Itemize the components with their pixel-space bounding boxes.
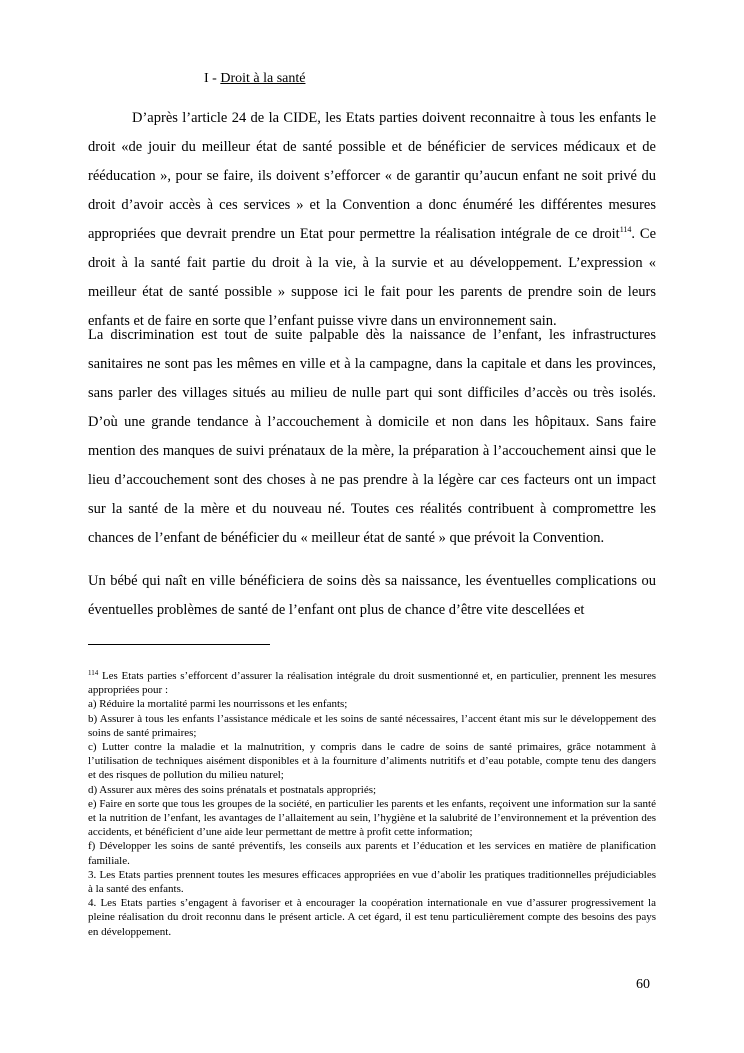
footnote-reference-114: 114	[619, 225, 632, 234]
paragraph-3-text: Un bébé qui naît en ville bénéficiera de soins dès sa naissance, les éventuelles complications ou éventuelles problèmes de santé de l’enfant ont plus de chance d’être vite descellées et	[88, 573, 656, 618]
footnote-intro	[88, 669, 656, 697]
footnote-intro-text: Les Etats parties s’efforcent d’assurer la réalisation intégrale du droit susmentionné et, en particulier, prennent les mesures appropriées pour :	[88, 670, 656, 697]
paragraph-2-text: La discrimination est tout de suite palpable dès la naissance de l’enfant, les infrastructures sanitaires ne sont pas les mêmes en ville et à la campagne, dans la capitale et dans les provinces, sans parler des villages situés au milieu de nulle part qui sont difficiles d’accès ou très isolés. D’où une grande tendance à l’accouchement à domicile et non dans les hôpitaux. Sans faire mention des manques de suivi prénataux de la mère, la préparation à l’accouchement ainsi que le lieu d’accouchement sont des choses à ne pas prendre à la légère car ces facteurs ont un impact sur la santé de la mère et du nouveau né. Toutes ces réalités contribuent à compromettre les chances de l’enfant de bénéficier du « meilleur état de santé » que prévoit la Convention.	[88, 327, 656, 546]
footnote-item-4: 4. Les Etats parties s’engagent à favoriser et à encourager la coopération internationale en vue d’assurer progressivement la pleine réalisation du droit reconnu dans le présent article. A cet égard, il est tenu particulièrement compte des besoins des pays en développement.	[88, 897, 656, 938]
section-heading-prefix: I -	[204, 71, 221, 86]
footnote-block	[88, 669, 656, 939]
footnote-item-e: e) Faire en sorte que tous les groupes de la société, en particulier les parents et les enfants, reçoivent une information sur la santé et la nutrition de l’enfant, les avantages de l’allaitement au sein, l’hygiène et la salubrité de l’environnement et la prévention des accidents, et bénéficient d’une aide leur permettant de mettre à profit cette information;	[88, 797, 656, 839]
paragraph-2	[88, 321, 656, 553]
footnote-item-3: 3. Les Etats parties prennent toutes les mesures efficaces appropriées en vue d’abolir les pratiques traditionnelles préjudiciables à la santé des enfants.	[88, 868, 656, 896]
footnote-separator	[88, 644, 270, 645]
section-heading	[204, 70, 305, 88]
footnote-item-a: a) Réduire la mortalité parmi les nourrissons et les enfants;	[88, 698, 348, 711]
paragraph-1-text-before-ref: D’après l’article 24 de la CIDE, les Etats parties doivent reconnaitre à tous les enfants le droit «de jouir du meilleur état de santé possible et de bénéficier de services médicaux et de rééducation », pour se faire, ils doivent s’efforcer « de garantir qu’aucun enfant ne soit privé du droit d’avoir accès à ces services » et la Convention a donc énuméré les différentes mesures appropriées que devrait prendre un Etat pour permettre la réalisation intégrale de ce droit	[88, 110, 656, 242]
paragraph-1-text-after-ref: . Ce droit à la santé fait partie du droit à la vie, à la survie et au développement. L’expression « meilleur état de santé possible » suppose ici le fait pour les parents de prendre soin de leurs enfants et de faire en sorte que l’enfant puisse vivre dans un environnement sain.	[88, 226, 657, 329]
footnote-number: 114	[88, 669, 99, 677]
footnote-item-d: d) Assurer aux mères des soins prénatals et postnatals appropriés;	[88, 783, 377, 796]
section-heading-title: Droit à la santé	[220, 71, 306, 86]
footnote-item-f: f) Développer les soins de santé préventifs, les conseils aux parents et l’éducation et les services en matière de planification familiale.	[88, 840, 656, 867]
page-number: 60	[636, 977, 650, 992]
paragraph-3	[88, 567, 656, 625]
paragraph-1	[88, 104, 656, 336]
footnote-item-c: c) Lutter contre la maladie et la malnutrition, y compris dans le cadre de soins de santé primaires, grâce notamment à l’utilisation de techniques aisément disponibles et à la fourniture d’aliments nutritifs et d’eau potable, compte tenu des dangers et des risques de pollution du milieu naturel;	[88, 741, 656, 782]
footnote-item-b: b) Assurer à tous les enfants l’assistance médicale et les soins de santé nécessaires, l’accent étant mis sur le développement des soins de santé primaires;	[88, 712, 656, 739]
